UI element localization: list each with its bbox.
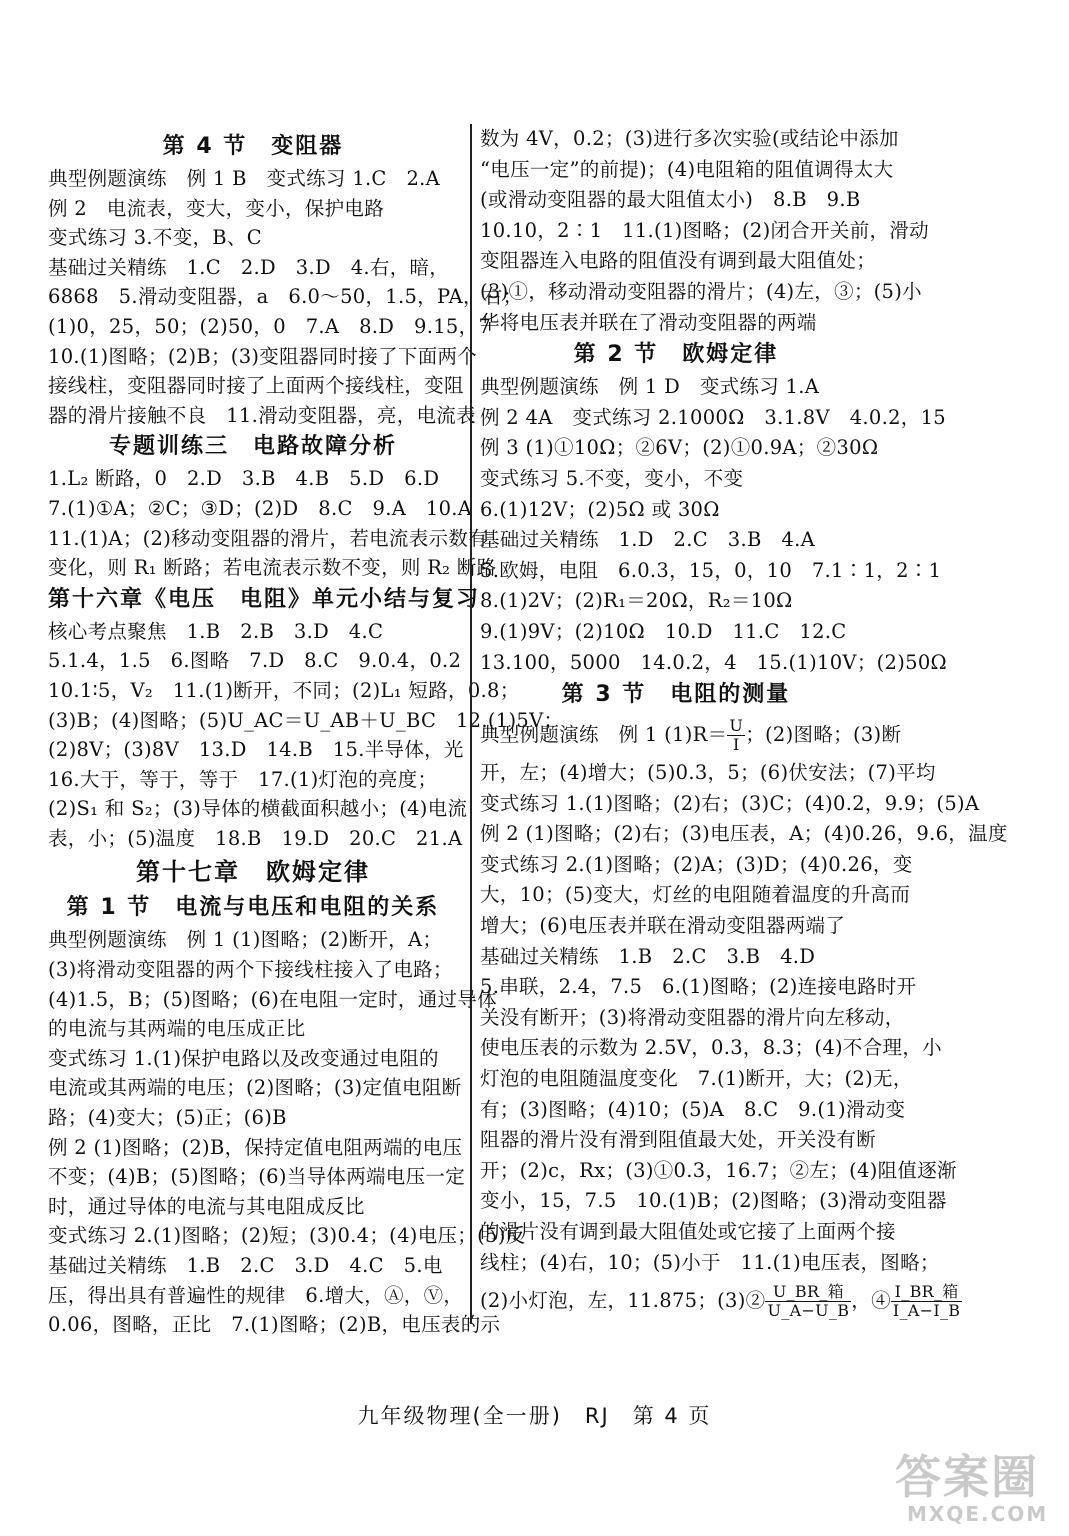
answer-line: (3)①，移动滑动变阻器的滑片；(4)左，③；(5)小 [480,279,922,303]
answer-line: 接线柱，变阻器同时接了上面两个接线柱，变阻 [48,374,464,398]
fraction [765,1283,851,1320]
section-heading: 第 4 节 变阻器 [162,134,344,159]
answer-line: 开；(2)c，Rx；(3)①0.3，16.7；②左；(4)阻值逐渐 [480,1158,957,1182]
answer-line: 器的滑片接触不良 11.滑动变阻器，亮，电流表 [48,403,476,427]
answer-line: 10.(1)图略；(2)B；(3)变阻器同时接了下面两个 [48,344,478,368]
answer-line: 路；(4)变大；(5)正；(6)B [48,1106,287,1130]
answer-line: 数为 4V，0.2；(3)进行多次实验(或结论中添加 [480,127,899,150]
answer-text: 典型例题演练 例 1 (1)R＝ [480,723,728,747]
answer-line: 增大；(6)电压表并联在滑动变阻器两端了 [480,914,846,938]
answer-line: 基础过关精练 1.B 2.C 3.B 4.D [480,944,816,968]
answer-line: 阻器的滑片没有滑到阻值最大处，开关没有断 [480,1128,877,1152]
answer-line: (2)8V；(3)8V 13.D 14.B 15.半导体，光 [48,738,464,762]
answer-line: 16.大于，等于，等于 17.(1)灯泡的亮度； [48,767,438,791]
answer-line: (2)S₁ 和 S₂；(3)导体的横截面积越小；(4)电流 [48,797,468,821]
answer-line: 7.(1)①A；②C；③D；(2)D 8.C 9.A 10.A [48,496,473,520]
answer-line: 核心考点聚焦 1.B 2.B 3.D 4.C [48,619,384,643]
answer-line: 基础过关精练 1.D 2.C 3.B 4.A [480,528,815,552]
answer-line: 5.串联，2.4，7.5 6.(1)图略；(2)连接电路时开 [480,975,917,999]
answer-line: 开，左；(4)增大；(5)0.3，5；(6)伏安法；(7)平均 [480,761,936,785]
answer-line: 不变；(4)B；(5)图略；(6)当导体两端电压一定 [48,1165,465,1189]
answer-line: 基础过关精练 1.C 2.D 3.D 4.右，暗， [48,255,450,279]
answer-line: 0.06，图略，正比 7.(1)图略；(2)B，电压表的示 [48,1313,501,1337]
answer-line: 10.1∶5，V₂ 11.(1)断开，不同；(2)L₁ 短路，0.8； [48,678,520,702]
answer-line: 表，小；(5)温度 18.B 19.D 20.C 21.A [48,826,463,850]
answer-line: 6.(1)12V；(2)5Ω 或 30Ω [480,497,720,521]
answer-line: 基础过关精练 1.B 2.C 3.D 4.C 5.电 [48,1254,443,1277]
answer-line: 变式练习 2.(1)图略；(2)A；(3)D；(4)0.26，变 [480,852,913,876]
answer-line: 有；(3)图略；(4)10；(5)A 8.C 9.(1)滑动变 [480,1097,906,1121]
answer-line-formula [480,712,902,758]
answer-line: 变阻器连入电路的阻值没有调到最大阻值处； [480,249,877,273]
answer-line: 变式练习 5.不变，变小，不变 [480,466,744,490]
answer-line: 例 2 (1)图略；(2)B，保持定值电阻两端的电压 [48,1135,463,1159]
answer-line: (1)0，25，50；(2)50，0 7.A 8.D 9.15，7 [48,314,492,338]
answer-line: 例 2 (1)图略；(2)右；(3)电压表，A；(4)0.26，9.6，温度 [480,822,1008,846]
section-heading: 第 2 节 欧姆定律 [573,342,779,368]
watermark-url: MXQE.COM [907,1502,1049,1526]
answer-line: (4)1.5，B；(5)图略；(6)在电阻一定时，通过导体 [48,987,497,1011]
fraction-numerator: I_BR_箱 [891,1283,962,1302]
answer-line-formula [480,1278,961,1324]
answer-line: 6868 5.滑动变阻器，a 6.0～50，1.5，PA，右； [48,285,523,309]
answer-line: (或滑动变阻器的最大阻值太小) 8.B 9.B [480,188,861,212]
answer-text: ，④ [851,1289,891,1313]
answer-line: 10.10，2∶1 11.(1)图略；(2)闭合开关前，滑动 [480,218,929,242]
answer-line: “电压一定”的前提)；(4)电阻箱的阻值调得太大 [480,157,894,181]
section-heading: 专题训练三 电路故障分析 [108,434,397,460]
fraction-denominator: U_A−U_B [767,1301,850,1321]
answer-line: 典型例题演练 例 1 (1)图略；(2)断开，A； [48,928,443,952]
right-column-content [472,124,1008,1324]
answer-line: 8.(1)2V；(2)R₁＝20Ω，R₂＝10Ω [480,589,793,613]
answer-line: 典型例题演练 例 1 D 变式练习 1.A [480,375,820,399]
answer-line: 时，通过导体的电流与其电阻成反比 [48,1194,365,1218]
answer-line: 灯泡的电阻随温度变化 7.(1)断开，大；(2)无， [480,1067,913,1091]
answer-line: 变化，则 R₁ 断路；若电流表示数不变，则 R₂ 断路 [48,556,497,580]
fraction [727,717,745,754]
answer-line: 电流或其两端的电压；(2)图略；(3)定值电阻断 [48,1076,462,1100]
answer-line: 9.(1)9V；(2)10Ω 10.D 11.C 12.C [480,619,847,643]
answer-text: (2)小灯泡，左，11.875；(3)② [480,1289,766,1313]
answer-line: 压，得出具有普遍性的规律 6.增大，Ⓐ，Ⓥ， [48,1283,464,1307]
answer-line: 变式练习 3.不变，B、C [48,226,262,250]
answer-line: 例 3 (1)①10Ω；②6V；(2)①0.9A；②30Ω [480,436,879,460]
section-heading: 第 3 节 电阻的测量 [561,682,791,708]
answer-line: (3)B；(4)图略；(5)U_AC＝U_AB＋U_BC 12.(1)5V； [48,708,564,732]
fraction-denominator: I [733,735,740,755]
answer-line: 关没有断开；(3)将滑动变阻器的滑片向左移动， [480,1005,905,1029]
left-column [48,130,564,1340]
fraction-numerator: U [729,716,744,736]
fraction-numerator: U_BR_箱 [765,1283,851,1302]
answer-line: 例 2 4A 变式练习 2.1000Ω 3.1.8V 4.0.2，15 [480,405,947,429]
answer-line: 变式练习 1.(1)图略；(2)右；(3)C；(4)0.2，9.9；(5)A [480,791,980,815]
section-heading: 第十七章 欧姆定律 [136,858,370,887]
answer-line: 1.L₂ 断路，0 2.D 3.B 4.B 5.D 6.D [48,467,440,491]
fraction-denominator: I_A−I_B [892,1301,961,1321]
answer-line: 11.(1)A；(2)移动变阻器的滑片，若电流表示数有 [48,526,488,550]
answer-line: 5.1.4，1.5 6.图略 7.D 8.C 9.0.4，0.2 [48,649,462,673]
fraction [891,1283,962,1320]
answer-line: 变式练习 2.(1)图略；(2)短；(3)0.4；(4)电压；(5)反 [48,1224,526,1248]
answer-line: 5.欧姆，电阻 6.0.3，15，0，10 7.1∶1，2∶1 [480,558,942,582]
watermark-text: 答案圈 [895,1450,1039,1504]
answer-line: 典型例题演练 例 1 B 变式练习 1.C 2.A [48,167,441,190]
section-heading: 第十六章《电压 电阻》单元小结与复习 [48,586,481,612]
answer-line: 大，10；(5)变大，灯丝的电阻随着温度的升高而 [480,883,911,907]
answer-line: 变式练习 1.(1)保护电路以及改变通过电阻的 [48,1046,439,1070]
page-footer: 九年级物理(全一册) RJ 第 4 页 [357,1404,712,1428]
answer-line: 的电流与其两端的电压成正比 [48,1017,306,1041]
answer-line: 使电压表的示数为 2.5V，0.3，8.3；(4)不合理，小 [480,1036,942,1060]
answer-line: 线柱；(4)右，10；(5)小于 11.(1)电压表，图略； [480,1250,940,1274]
right-column [470,124,1008,1324]
answer-text: ；(2)图略；(3)断 [745,723,902,747]
answer-line: 例 2 电流表，变大，变小，保护电路 [48,196,385,220]
watermark-logo [895,1452,1060,1530]
answer-line: 华将电压表并联在了滑动变阻器的两端 [480,310,817,334]
answer-line: 的滑片没有调到最大阻值处或它接了上面两个接 [480,1220,896,1243]
section-heading: 第 1 节 电流与电压和电阻的关系 [66,895,440,921]
answer-line: (3)将滑动变阻器的两个下接线柱接入了电路； [48,958,453,982]
answer-line: 变小，15，7.5 10.(1)B；(2)图略；(3)滑动变阻器 [480,1189,947,1213]
answer-line: 13.100，5000 14.0.2，4 15.(1)10V；(2)50Ω [480,650,948,674]
